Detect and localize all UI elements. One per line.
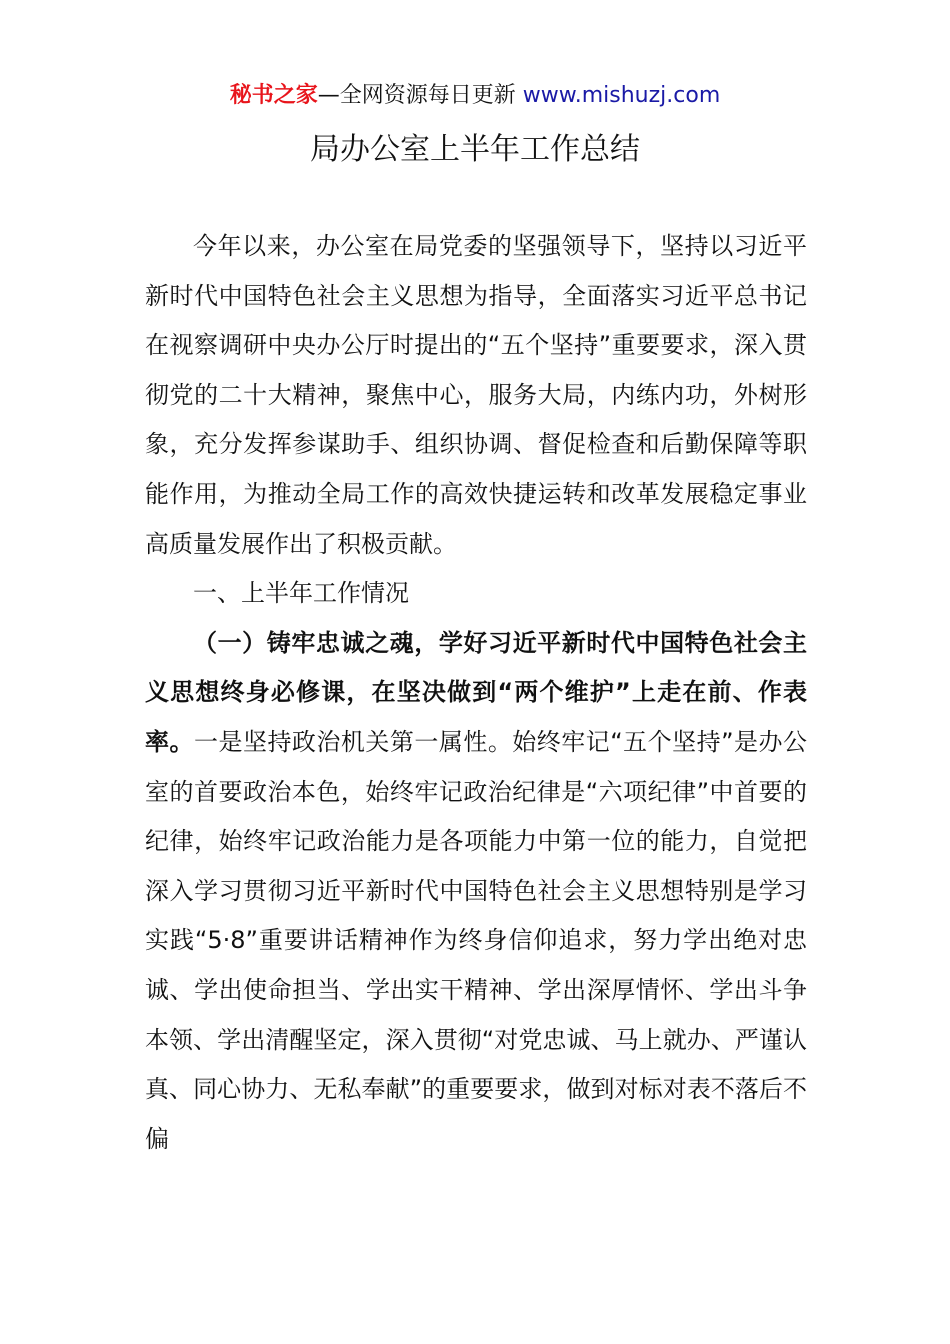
document-title: 局办公室上半年工作总结 (310, 132, 640, 167)
site-url: www.mishuzj.com (522, 83, 721, 108)
section-heading: 一、上半年工作情况 (193, 579, 409, 608)
site-header (0, 80, 950, 112)
brand-name: 秘书之家 (229, 83, 318, 108)
header-slogan: —全网资源每日更新 (317, 83, 523, 108)
document-body (145, 222, 807, 1164)
subsection-text: 一是坚持政治机关第一属性。始终牢记“五个坚持”是办公室的首要政治本色，始终牢记政治纪律是“六项纪律”中首要的纪律，始终牢记政治能力是各项能力中第一位的能力，自觉把深入学习贯彻习近平新时代中国特色社会主义思想特别是学习实践“5·8”重要讲话精神作为终身信仰追求，努力学出绝对忠诚、学出使命担当、学出实干精神、学出深厚情怀、学出斗争本领、学出清醒坚定，深入贯彻“对党忠诚、马上就办、严谨认真、同心协力、无私奉献”的重要要求，做到对标对表不落后不偏 (145, 727, 808, 1153)
subsection-bold-heading: （一）铸牢忠诚之魂，学好习近平新时代中国特色社会主义思想终身必修课，在坚决做到“两个维护”上走在前、作表率。 (145, 628, 807, 756)
subsection-paragraph (145, 619, 807, 1165)
intro-paragraph: 今年以来，办公室在局党委的坚强领导下，坚持以习近平新时代中国特色社会主义思想为指导，全面落实习近平总书记在视察调研中央办公厅时提出的“五个坚持”重要要求，深入贯彻党的二十大精神，聚焦中心，服务大局，内练内功，外树形象，充分发挥参谋助手、组织协调、督促检查和后勤保障等职能作用，为推动全局工作的高效快捷运转和改革发展稳定事业高质量发展作出了积极贡献。 (145, 232, 807, 558)
